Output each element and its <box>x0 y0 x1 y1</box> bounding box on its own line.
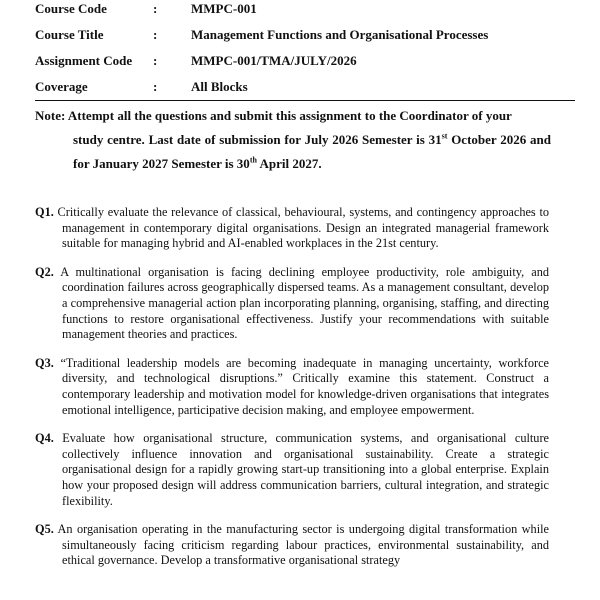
meta-key: Course Code <box>35 1 107 16</box>
question-5 <box>35 522 549 569</box>
meta-separator: : <box>153 27 158 42</box>
meta-value: MMPC-001/TMA/JULY/2026 <box>191 53 357 68</box>
meta-row-course-code <box>35 0 575 22</box>
meta-value: Management Functions and Organisational Processes <box>191 27 489 42</box>
meta-separator: : <box>153 53 158 68</box>
note-line-1: Attempt all the questions and submit this assignment to the Coordinator of your <box>67 108 512 123</box>
question-list <box>35 205 549 582</box>
question-text: An organisation operating in the manufacturing sector is undergoing digital transformation while simultaneously facing criticism regarding labour practices, environmental sustainability, and ethical governance. Develop a transformative organisational strategy <box>57 522 549 568</box>
course-meta-table <box>35 0 575 101</box>
question-text: Evaluate how organisational structure, communication systems, and organisational culture collectively influence innovation and organisational sustainability. Create a strategic organisational design for a rapidly growing start-up transitioning into a global enterprise. Explain how your proposed design will address communication barriers, cultural integration, and strategic flexibility. <box>62 431 549 508</box>
meta-separator: : <box>153 74 191 101</box>
question-1 <box>35 205 549 252</box>
question-number: Q3. <box>35 355 54 370</box>
note-sup-2: th <box>249 155 257 165</box>
meta-value: MMPC-001 <box>191 1 257 16</box>
question-3 <box>35 356 549 418</box>
note-part-3: April 2027. <box>256 156 322 171</box>
question-number: Q4. <box>35 431 54 446</box>
question-number: Q1. <box>35 205 54 219</box>
question-text: A multinational organisation is facing declining employee productivity, role ambiguity, and coordination failures across geographically dispersed teams. As a management consultant, develop a comprehensive managerial action plan incorporating planning, organising, staffing, and directing functions to restore organisational effectiveness. Justify your recommendations with suitable management theories and practices. <box>60 264 549 342</box>
question-4 <box>35 431 549 509</box>
meta-row-assignment-code <box>35 48 575 74</box>
question-2 <box>35 265 549 343</box>
question-number: Q5. <box>35 522 54 537</box>
note-label: Note: <box>35 108 66 123</box>
meta-row-course-title <box>35 22 575 48</box>
meta-row-coverage <box>35 74 575 101</box>
meta-key: Assignment Code <box>35 53 133 68</box>
question-text: Critically evaluate the relevance of classical, behavioural, systems, and contingency approaches to management in contemporary digital organisations. Design an integrated managerial framework suitable for managing hybrid and AI-enabled workplaces in the 21st century. <box>57 205 550 251</box>
submission-note <box>35 104 551 176</box>
question-number: Q2. <box>35 264 54 279</box>
meta-key: Coverage <box>35 74 153 101</box>
note-part-1: study centre. Last date of submission for July 2026 Semester is 31 <box>73 132 442 147</box>
meta-value: All Blocks <box>191 74 575 101</box>
note-body <box>35 128 551 176</box>
meta-key: Course Title <box>35 27 104 42</box>
meta-separator: : <box>153 1 158 16</box>
note-sup-1: st <box>441 131 448 141</box>
question-text: “Traditional leadership models are becoming inadequate in managing uncertainty, workforce diversity, and technological disruptions.” Critically examine this statement. Construct a contemporary leadership and motivation model for knowledge-driven organisations that integrates emotional intelligence, participative decision making, and employee empowerment. <box>60 355 549 417</box>
note-part-2: October 2026 and for January 2027 Semester is 30 <box>73 132 551 171</box>
